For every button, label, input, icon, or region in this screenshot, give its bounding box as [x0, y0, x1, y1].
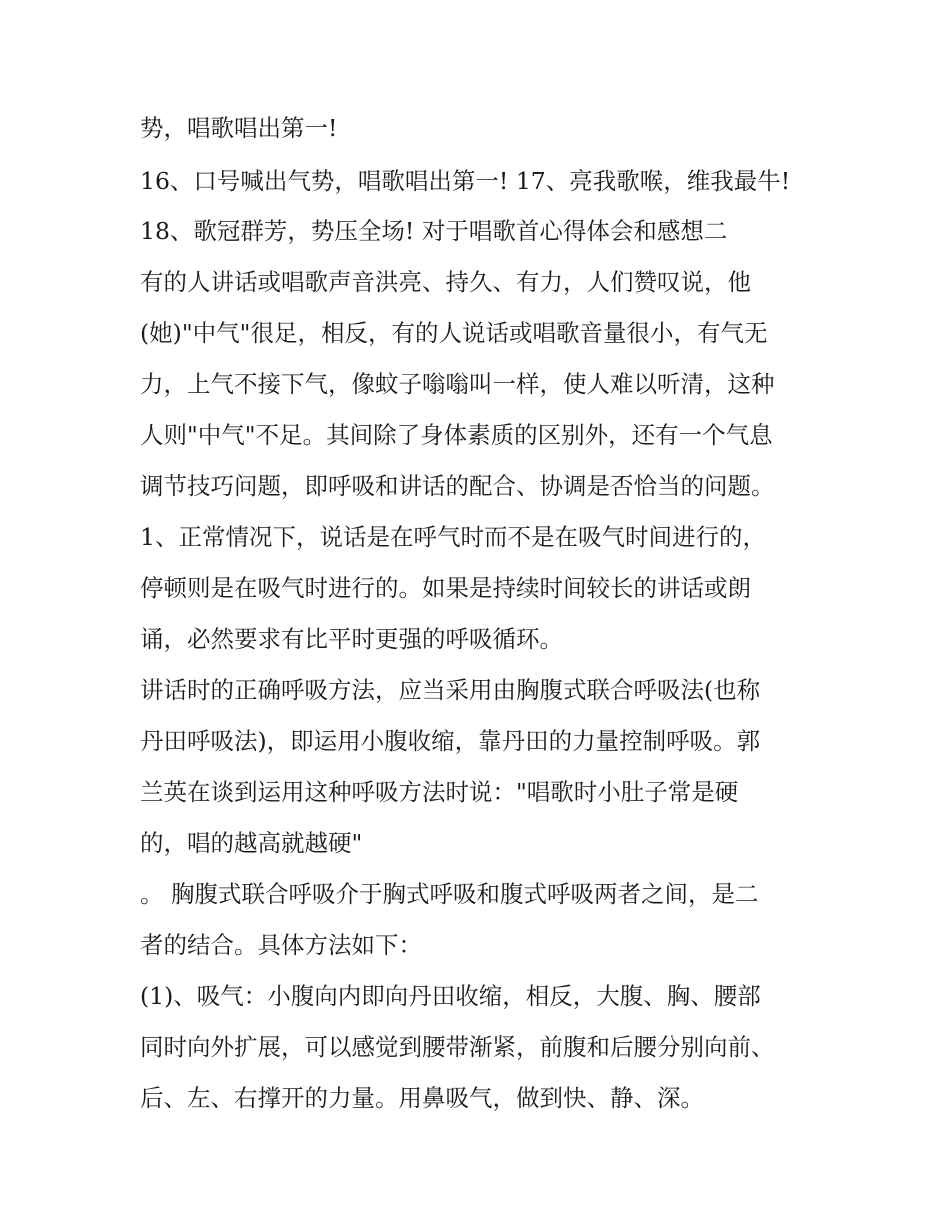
text-line: 调节技巧问题，即呼吸和讲话的配合、协调是否恰当的问题。: [140, 472, 775, 500]
text-line: 后、左、右撑开的力量。用鼻吸气，做到快、静、深。: [140, 1084, 704, 1112]
text-line: 同时向外扩展，可以感觉到腰带渐紧，前腹和后腰分别向前、: [140, 1033, 775, 1061]
text-line: 力，上气不接下气，像蚊子嗡嗡叫一样，使人难以听清，这种: [140, 370, 775, 398]
text-line: 丹田呼吸法)，即运用小腹收缩，靠丹田的力量控制呼吸。郭: [140, 727, 761, 755]
text-line: 的，唱的越高就越硬": [140, 829, 363, 857]
text-line: 1、正常情况下，说话是在呼气时而不是在吸气时间进行的，: [140, 523, 766, 551]
text-line: 者的结合。具体方法如下：: [140, 931, 422, 959]
text-line: 势，唱歌唱出第一!: [140, 114, 338, 142]
text-line: 停顿则是在吸气时进行的。如果是持续时间较长的讲话或朗: [140, 574, 751, 602]
text-line: 有的人讲话或唱歌声音洪亮、持久、有力，人们赞叹说，他: [140, 268, 751, 296]
text-line: (1)、吸气：小腹向内即向丹田收缩，相反，大腹、胸、腰部: [140, 982, 761, 1010]
text-line: 诵，必然要求有比平时更强的呼吸循环。: [140, 625, 563, 653]
text-line: 人则"中气"不足。其间除了身体素质的区别外，还有一个气息: [140, 421, 773, 449]
text-line: 讲话时的正确呼吸方法，应当采用由胸腹式联合呼吸法(也称: [140, 676, 761, 704]
text-line: 16、口号喊出气势，唱歌唱出第一! 17、亮我歌喉，维我最牛!: [140, 167, 791, 195]
text-line: (她)"中气"很足，相反，有的人说话或唱歌音量很小，有气无: [140, 319, 768, 347]
text-line: 。 胸腹式联合呼吸介于胸式呼吸和腹式呼吸两者之间，是二: [140, 880, 759, 908]
text-line: 兰英在谈到运用这种呼吸方法时说："唱歌时小肚子常是硬: [140, 778, 739, 806]
text-line: 18、歌冠群芳，势压全场! 对于唱歌首心得体会和感想二: [140, 217, 728, 245]
